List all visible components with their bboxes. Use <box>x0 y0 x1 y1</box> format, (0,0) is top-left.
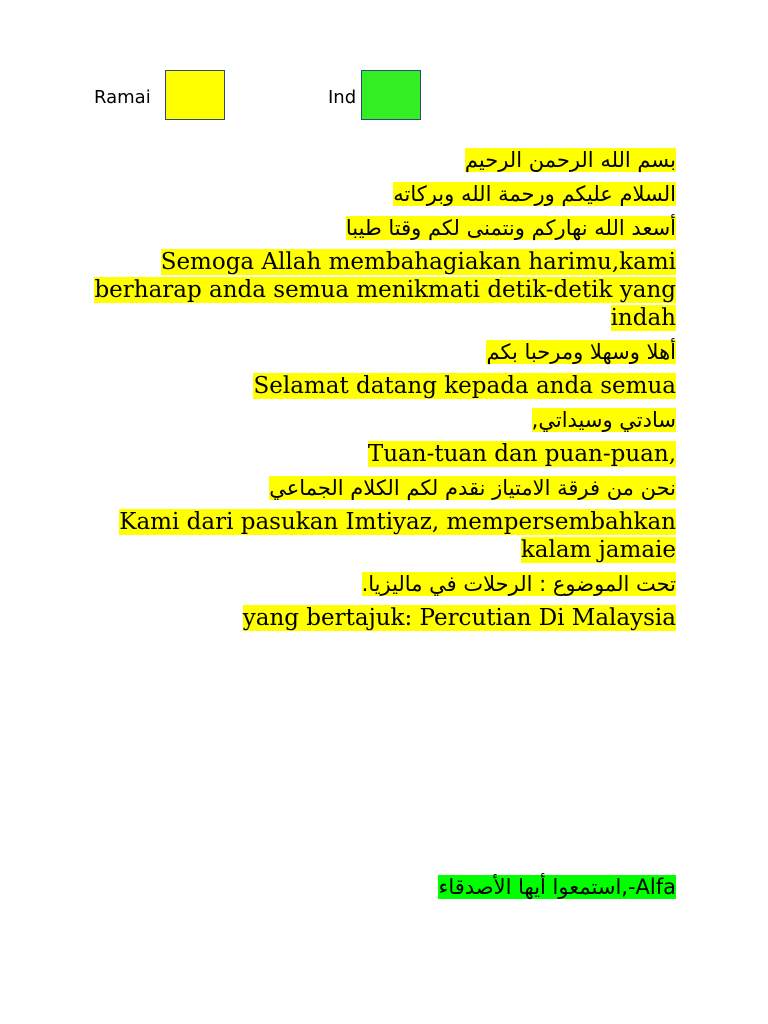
line-salam: السلام عليكم ورحمة الله وبركاته <box>393 182 676 206</box>
line-welcome-arabic: أهلا وسهلا ومرحبا بكم <box>486 340 676 364</box>
line-basmala: بسم الله الرحمن الرحيم <box>464 148 676 172</box>
line-greeting-malay: Semoga Allah membahagiakan harimu,kami berharap anda semua menikmati detik-detik yang indah <box>94 249 676 331</box>
line-welcome-malay: Selamat datang kepada anda semua <box>253 373 676 399</box>
line-address-malay: Tuan-tuan dan puan-puan, <box>367 441 676 467</box>
line-team-malay: Kami dari pasukan Imtiyaz, mempersembahkan kalam jamaie <box>119 509 676 563</box>
line-greeting-arabic: أسعد الله نهاركم ونتمنى لكم وقتا طيبا <box>345 216 676 240</box>
legend-swatch-ramai <box>165 70 225 120</box>
line-team-arabic: نحن من فرقة الامتياز نقدم لكم الكلام الجماعي <box>269 476 676 500</box>
line-address-arabic: سادتي وسيداتي, <box>531 408 676 432</box>
legend-swatch-ind <box>361 70 421 120</box>
line-topic-arabic: تحت الموضوع : الرحلات في ماليزيا. <box>361 572 676 596</box>
script-content <box>94 146 676 638</box>
line-topic-malay: yang bertajuk: Percutian Di Malaysia <box>242 605 676 631</box>
closing-line: Alfa-,استمعوا أيها الأصدقاء <box>438 875 676 899</box>
legend-label-ind: Ind <box>328 87 357 108</box>
legend-label-ramai: Ramai <box>94 87 151 108</box>
